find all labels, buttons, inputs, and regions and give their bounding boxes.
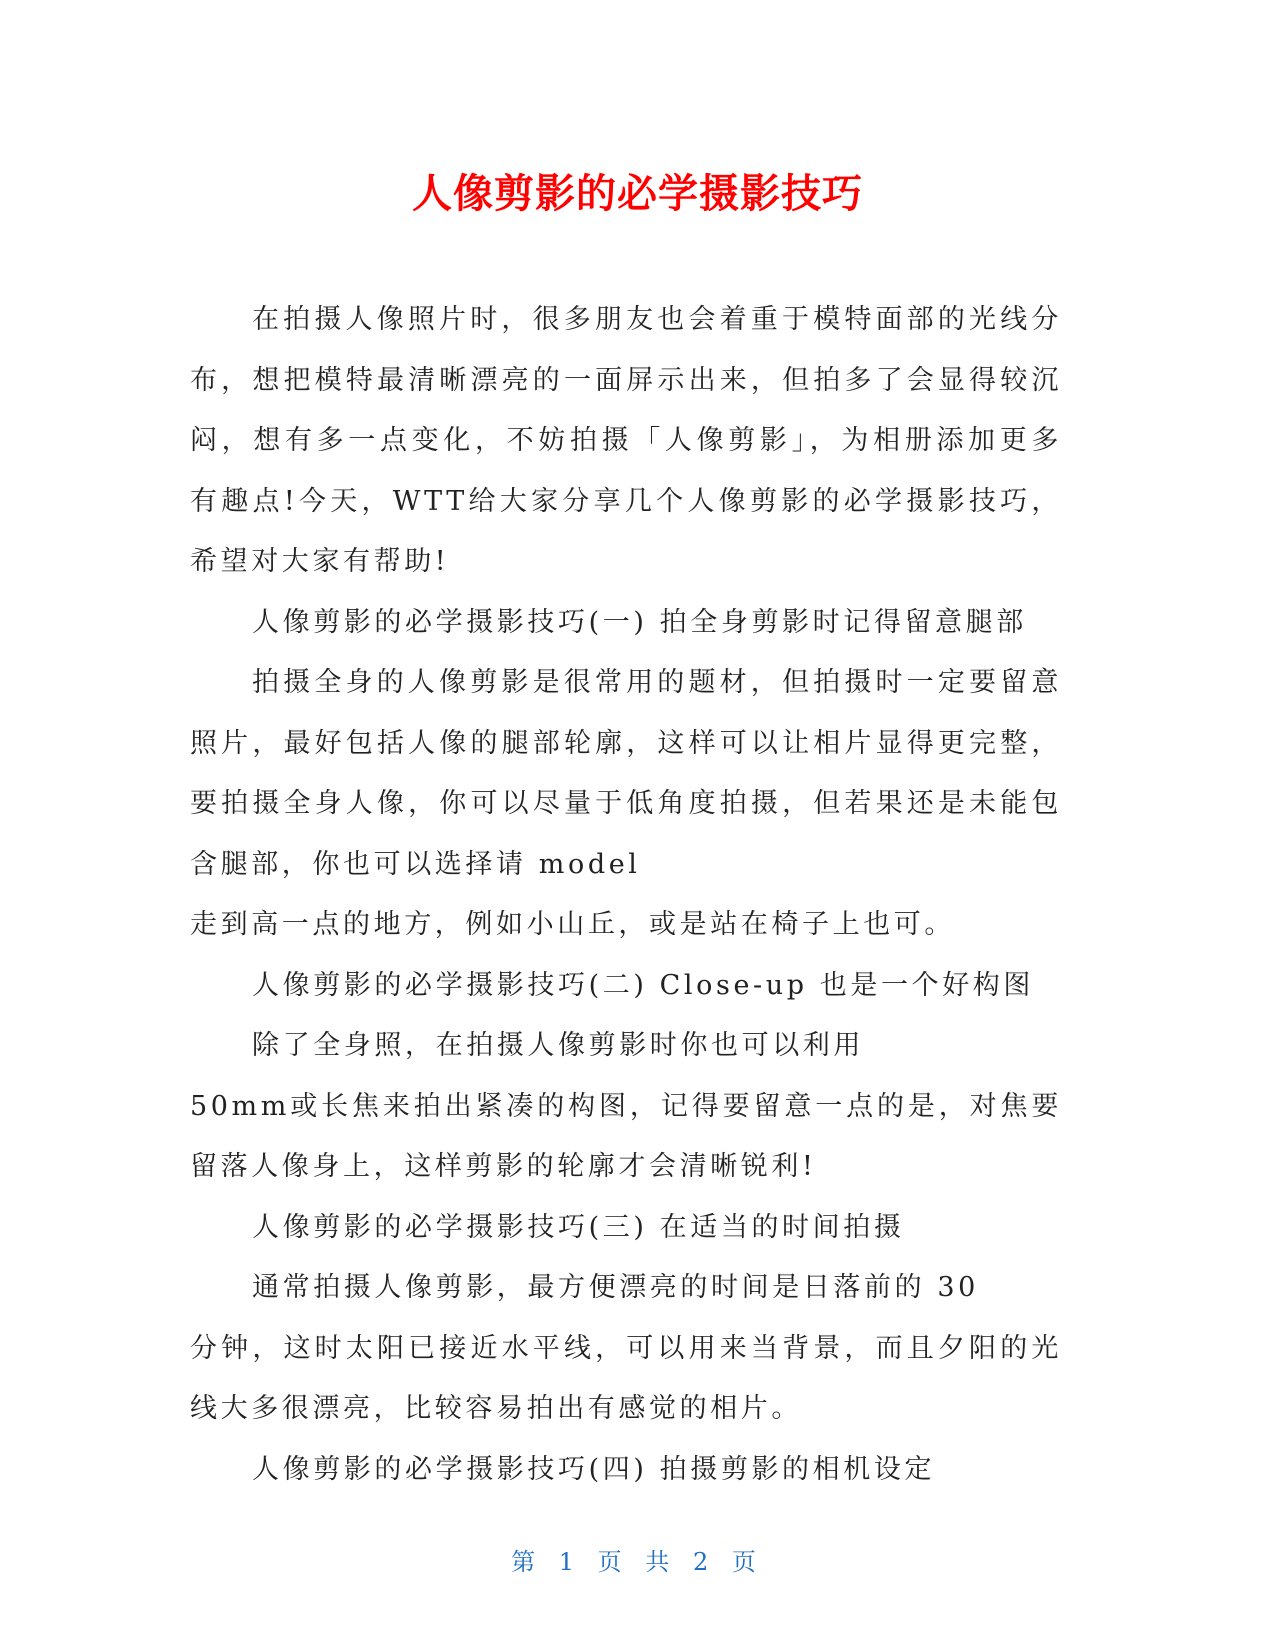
paragraph-2-continued: 50mm或长焦来拍出紧凑的构图，记得要留意一点的是，对焦要留落人像身上，这样剪影的轮廓才会清晰锐利! bbox=[190, 1090, 1062, 1182]
paragraph-2: 除了全身照，在拍摄人像剪影时你也可以利用 bbox=[252, 1030, 864, 1061]
document-body bbox=[190, 290, 1062, 1500]
paragraph-intro: 在拍摄人像照片时，很多朋友也会着重于模特面部的光线分布，想把模特最清晰漂亮的一面屏示出来，但拍多了会显得较沉闷，想有多一点变化，不妨拍摄「人像剪影」，为相册添加更多有趣点!今天，WTT给大家分享几个人像剪影的必学摄影技巧，希望对大家有帮助! bbox=[190, 304, 1062, 577]
page-number-footer: 第 1 页 共 2 页 bbox=[511, 1548, 764, 1576]
paragraph-1: 拍摄全身的人像剪影是很常用的题材，但拍摄时一定要留意照片，最好包括人像的腿部轮廓，这样可以让相片显得更完整，要拍摄全身人像，你可以尽量于低角度拍摄，但若果还是未能包含腿部，你也可以选择请 model bbox=[190, 667, 1062, 880]
section-heading-3: 人像剪影的必学摄影技巧(三) 在适当的时间拍摄 bbox=[252, 1211, 905, 1243]
paragraph-3: 通常拍摄人像剪影，最方便漂亮的时间是日落前的 30 bbox=[252, 1272, 979, 1303]
paragraph-1-continued: 走到高一点的地方，例如小山丘，或是站在椅子上也可。 bbox=[190, 909, 955, 940]
section-heading-2: 人像剪影的必学摄影技巧(二) Close-up 也是一个好构图 bbox=[252, 969, 1035, 1001]
paragraph-3-continued: 分钟，这时太阳已接近水平线，可以用来当背景，而且夕阳的光线大多很漂亮，比较容易拍出有感觉的相片。 bbox=[190, 1332, 1062, 1424]
section-heading-4: 人像剪影的必学摄影技巧(四) 拍摄剪影的相机设定 bbox=[252, 1453, 936, 1485]
document-title: 人像剪影的必学摄影技巧 bbox=[412, 171, 863, 217]
section-heading-1: 人像剪影的必学摄影技巧(一) 拍全身剪影时记得留意腿部 bbox=[252, 606, 1027, 638]
